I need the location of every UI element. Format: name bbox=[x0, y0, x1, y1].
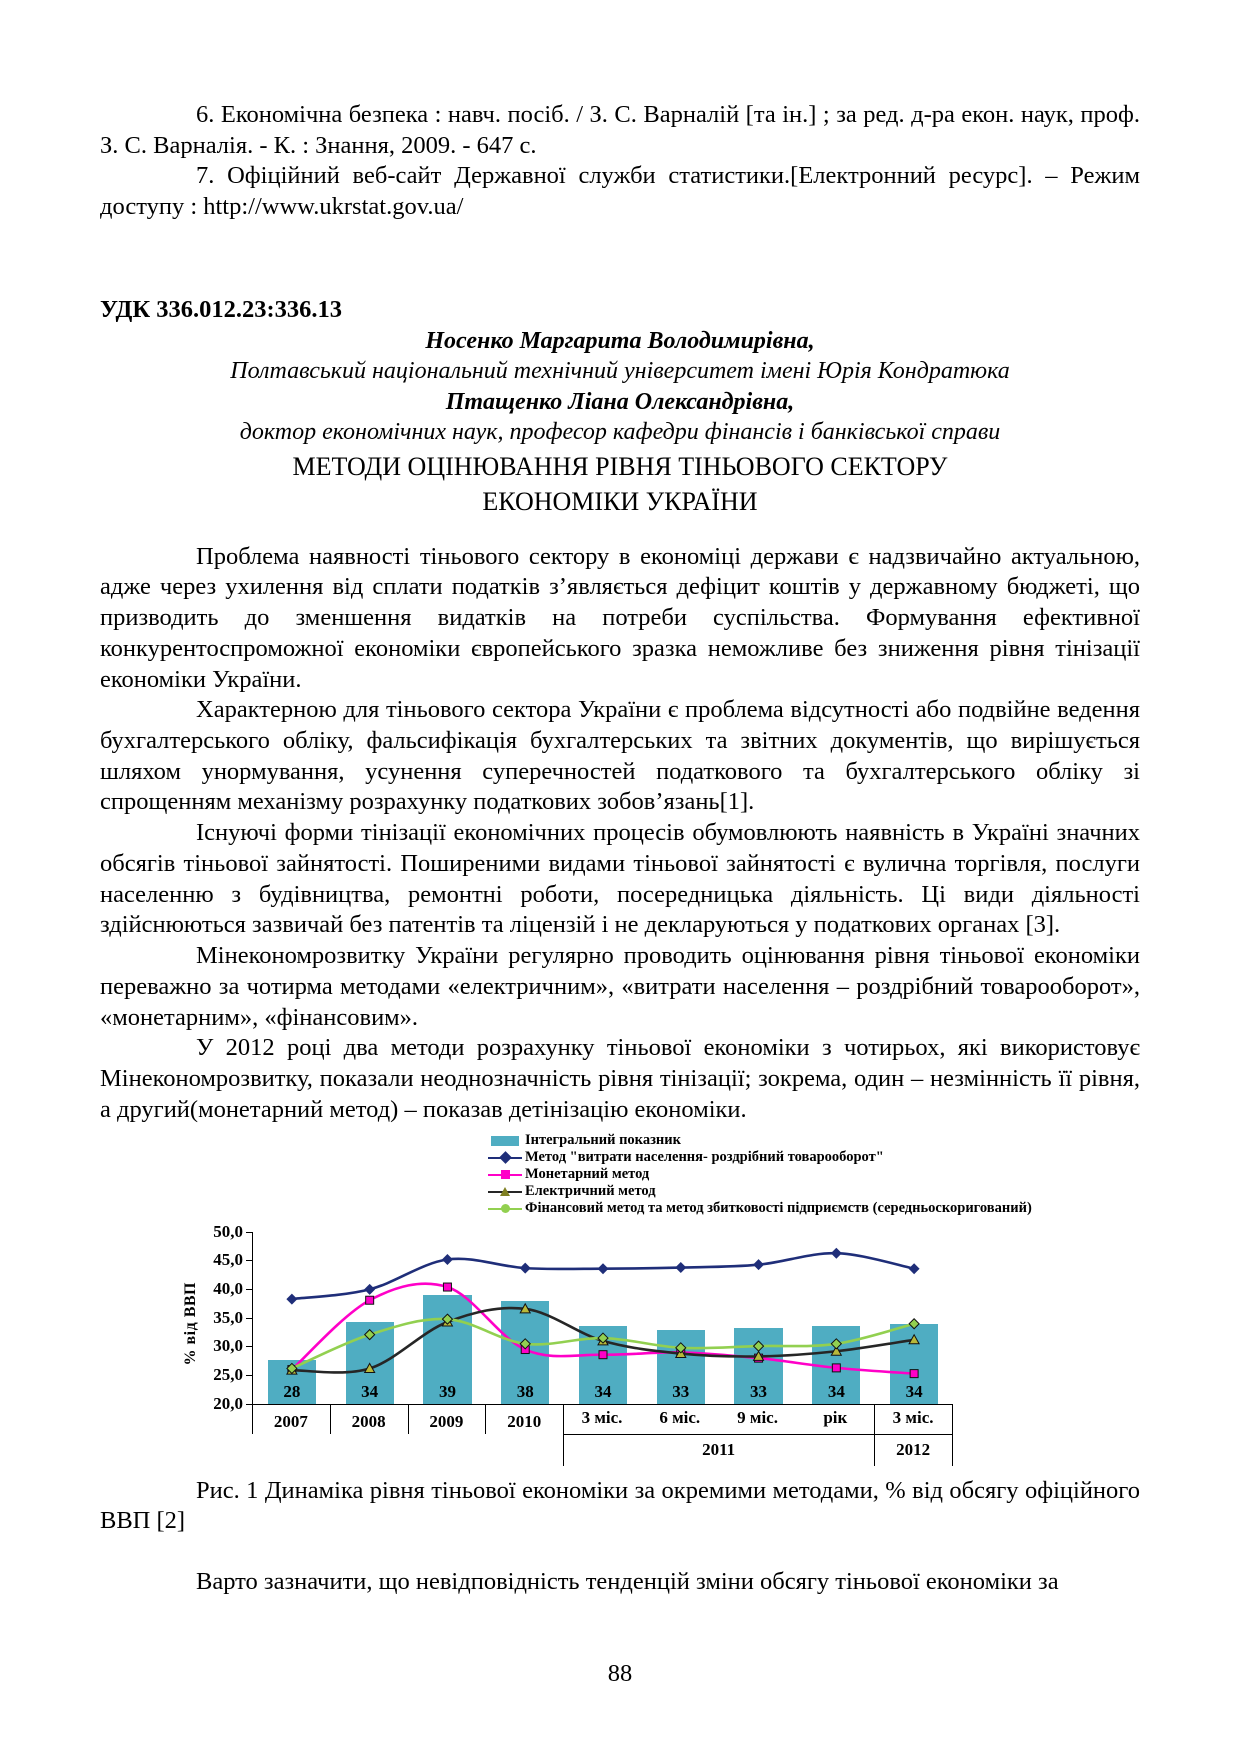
plot-area bbox=[213, 1221, 953, 1413]
legend-label-monetary: Монетарний метод bbox=[525, 1165, 650, 1182]
data-point-marker bbox=[832, 1363, 840, 1371]
legend-marker-diamond-icon bbox=[488, 1150, 522, 1165]
page-content bbox=[100, 100, 1140, 1598]
reference-item-6: 6. Економічна безпека : навч. посіб. / З. С. Варналій [та ін.] ; за ред. д-ра екон. наук, проф. З. С. Варналія. - К. : Знання, 2009. - 647 с. bbox=[100, 101, 1140, 159]
chart-legend bbox=[488, 1132, 1032, 1217]
legend-label-integral: Інтегральний показник bbox=[525, 1131, 681, 1148]
data-point-marker bbox=[675, 1262, 686, 1273]
x-axis-separator bbox=[330, 1404, 331, 1434]
data-point-marker bbox=[366, 1296, 374, 1304]
udk-code: УДК 336.012.23:336.13 bbox=[100, 295, 343, 323]
author-name-2: Птащенко Ліана Олександрівна, bbox=[445, 388, 795, 415]
y-axis-tick-mark bbox=[246, 1318, 253, 1319]
data-point-marker bbox=[909, 1263, 920, 1274]
x-axis-group-label: 2011 bbox=[702, 1439, 736, 1459]
chart-canvas bbox=[160, 1131, 1032, 1472]
data-point-marker bbox=[753, 1259, 764, 1270]
x-axis-sublabel: рік bbox=[823, 1407, 848, 1427]
y-axis-tick-label: 25,0 bbox=[213, 1364, 243, 1384]
y-axis-tick-mark bbox=[246, 1375, 253, 1376]
reference-item-7: 7. Офіційний веб-сайт Державної служби статистики.[Електронний ресурс]. – Режим доступу : http://www.ukrstat.gov.ua/ bbox=[100, 162, 1140, 221]
y-axis-tick-mark bbox=[246, 1232, 253, 1233]
data-point-marker bbox=[598, 1263, 609, 1274]
legend-item-integral bbox=[488, 1132, 1032, 1149]
article-title-line-1: МЕТОДИ ОЦІНЮВАННЯ РІВНЯ ТІНЬОВОГО СЕКТОРУ bbox=[292, 451, 948, 481]
data-point-marker bbox=[754, 1341, 764, 1351]
x-axis-sublabel: 9 міс. bbox=[737, 1407, 778, 1427]
y-axis-tick-label: 40,0 bbox=[213, 1278, 243, 1298]
y-axis-tick-label: 35,0 bbox=[213, 1307, 243, 1327]
figure-caption: Рис. 1 Динаміка рівня тіньової економіки за окремими методами, % від обсягу офіційного ВВП [2] bbox=[100, 1476, 1140, 1535]
y-axis-tick-mark bbox=[246, 1346, 253, 1347]
data-point-marker bbox=[599, 1350, 607, 1358]
x-axis-separator bbox=[252, 1404, 253, 1434]
y-axis-title: % від ВВП bbox=[182, 1281, 199, 1365]
x-axis-group-label: 2010 bbox=[507, 1411, 542, 1431]
x-axis bbox=[252, 1404, 952, 1470]
bar-value-label: 34 bbox=[361, 1381, 379, 1401]
body-text bbox=[100, 542, 1140, 1126]
figure-1-chart bbox=[100, 1132, 1140, 1472]
y-axis-tick-mark bbox=[246, 1289, 253, 1290]
data-point-marker bbox=[286, 1293, 297, 1304]
paragraph-4: Мінекономрозвитку України регулярно проводить оцінювання рівня тіньової економіки переважно за чотирма методами «електричним», «витрати населення – роздрібний товарооборот», «монетарним», «фінансовим». bbox=[100, 942, 1140, 1031]
x-axis-separator bbox=[563, 1404, 564, 1466]
y-axis-tick-mark bbox=[246, 1260, 253, 1261]
paragraph-1: Проблема наявності тіньового сектору в економіці держави є надзвичайно актуальною, адже через ухилення від сплати податків з’являється дефіцит коштів у державному бюджеті, що призводить до зменшення видатків на потреби суспільства. Формування ефективної конкурентоспроможної економіки європейського зразка неможливе без зниження рівня тінізації економіки України. bbox=[100, 542, 1140, 693]
bar-value-label: 34 bbox=[594, 1381, 612, 1401]
legend-item-electric bbox=[488, 1183, 1032, 1200]
x-axis-group-label: 2008 bbox=[351, 1411, 386, 1431]
data-point-marker bbox=[365, 1329, 375, 1339]
legend-marker-square-icon bbox=[488, 1167, 522, 1182]
data-point-marker bbox=[520, 1262, 531, 1273]
x-axis-group-label: 2009 bbox=[429, 1411, 464, 1431]
chart-line-series bbox=[253, 1232, 953, 1404]
page-number: 88 bbox=[607, 1660, 633, 1687]
x-axis-row2-line bbox=[563, 1434, 952, 1435]
bar-value-label: 33 bbox=[750, 1381, 768, 1401]
legend-label-electric: Електричний метод bbox=[525, 1182, 656, 1199]
data-point-marker bbox=[910, 1369, 918, 1377]
legend-marker-triangle-icon bbox=[488, 1184, 522, 1199]
legend-item-expenditure bbox=[488, 1149, 1032, 1166]
legend-swatch-bar-icon bbox=[488, 1133, 522, 1148]
author-name-1: Носенко Маргарита Володимирівна, bbox=[425, 327, 815, 354]
article-title-line-2: ЕКОНОМІКИ УКРАЇНИ bbox=[482, 486, 758, 516]
x-axis-separator bbox=[485, 1404, 486, 1434]
legend-item-monetary bbox=[488, 1166, 1032, 1183]
y-axis-tick-label: 50,0 bbox=[213, 1221, 243, 1241]
data-point-marker bbox=[443, 1283, 451, 1291]
bar-value-label: 34 bbox=[827, 1381, 845, 1401]
paragraph-5: У 2012 році два методи розрахунку тіньової економіки з чотирьох, які використовує Мінекономрозвитку, показали неоднозначність рівня тінізації; зокрема, один – незмінність її рівня, а другий(монетарний метод) – показав детінізацію економіки. bbox=[100, 1034, 1140, 1123]
data-point-marker bbox=[364, 1283, 375, 1294]
plot-inner bbox=[213, 1221, 953, 1413]
x-axis-group-label: 2007 bbox=[273, 1411, 308, 1431]
bar-value-label: 33 bbox=[672, 1381, 690, 1401]
legend-item-financial bbox=[488, 1200, 1032, 1217]
y-axis-tick-label: 45,0 bbox=[213, 1250, 243, 1270]
bar-value-label: 34 bbox=[905, 1381, 923, 1401]
legend-label-financial: Фінансовий метод та метод збитковості підприємств (середньоскоригований) bbox=[525, 1199, 1032, 1216]
x-axis-sublabel: 3 міс. bbox=[892, 1407, 934, 1427]
x-axis-sublabel: 6 міс. bbox=[659, 1407, 701, 1427]
paragraph-2: Характерною для тіньового сектора України є проблема відсутності або подвійне ведення бухгалтерського обліку, фальсифікація бухгалтерських та звітних документів, що вирішується шляхом унормування, усунення суперечностей податкового та бухгалтерського обліку зі спрощенням механізму розрахунку податкових зобов’язань[1]. bbox=[100, 696, 1140, 816]
closing-paragraph: Варто зазначити, що невідповідність тенденцій зміни обсягу тіньової економіки за bbox=[196, 1568, 1059, 1595]
y-axis-tick-label: 30,0 bbox=[213, 1336, 243, 1356]
x-axis-separator bbox=[408, 1404, 409, 1434]
x-axis-sublabel: 3 міс. bbox=[581, 1407, 623, 1427]
legend-label-expenditure: Метод "витрати населення- роздрібний товарооборот" bbox=[525, 1148, 884, 1165]
data-point-marker bbox=[909, 1318, 919, 1328]
y-axis-tick-label: 20,0 bbox=[213, 1393, 243, 1413]
paragraph-3: Існуючі форми тінізації економічних процесів обумовлюють наявність в Україні значних обсягів тіньової зайнятості. Поширеними видами тіньової зайнятості є вулична торгівля, послуги населенню з будівництва, ремонтні роботи, посередницька діяльність. Ці види діяльності здійснюються зазвичай без патентів та ліцензій і не декларуються у податкових органах [3]. bbox=[100, 819, 1140, 939]
bar-value-label: 28 bbox=[283, 1381, 301, 1401]
data-point-marker bbox=[831, 1338, 841, 1348]
legend-marker-circle-icon bbox=[488, 1201, 522, 1216]
x-axis-separator bbox=[952, 1404, 953, 1466]
author-affiliation-2: доктор економічних наук, професор кафедри фінансів і банківської справи bbox=[239, 419, 1001, 446]
x-axis-line bbox=[252, 1404, 952, 1405]
bar-value-label: 38 bbox=[516, 1381, 534, 1401]
data-point-marker bbox=[442, 1254, 453, 1265]
data-point-marker bbox=[831, 1247, 842, 1258]
bar-value-label: 39 bbox=[438, 1381, 456, 1401]
x-axis-group-label: 2012 bbox=[896, 1439, 931, 1459]
author-affiliation-1: Полтавський національний технічний університет імені Юрія Кондратюка bbox=[230, 358, 1010, 385]
x-axis-separator bbox=[874, 1404, 875, 1466]
